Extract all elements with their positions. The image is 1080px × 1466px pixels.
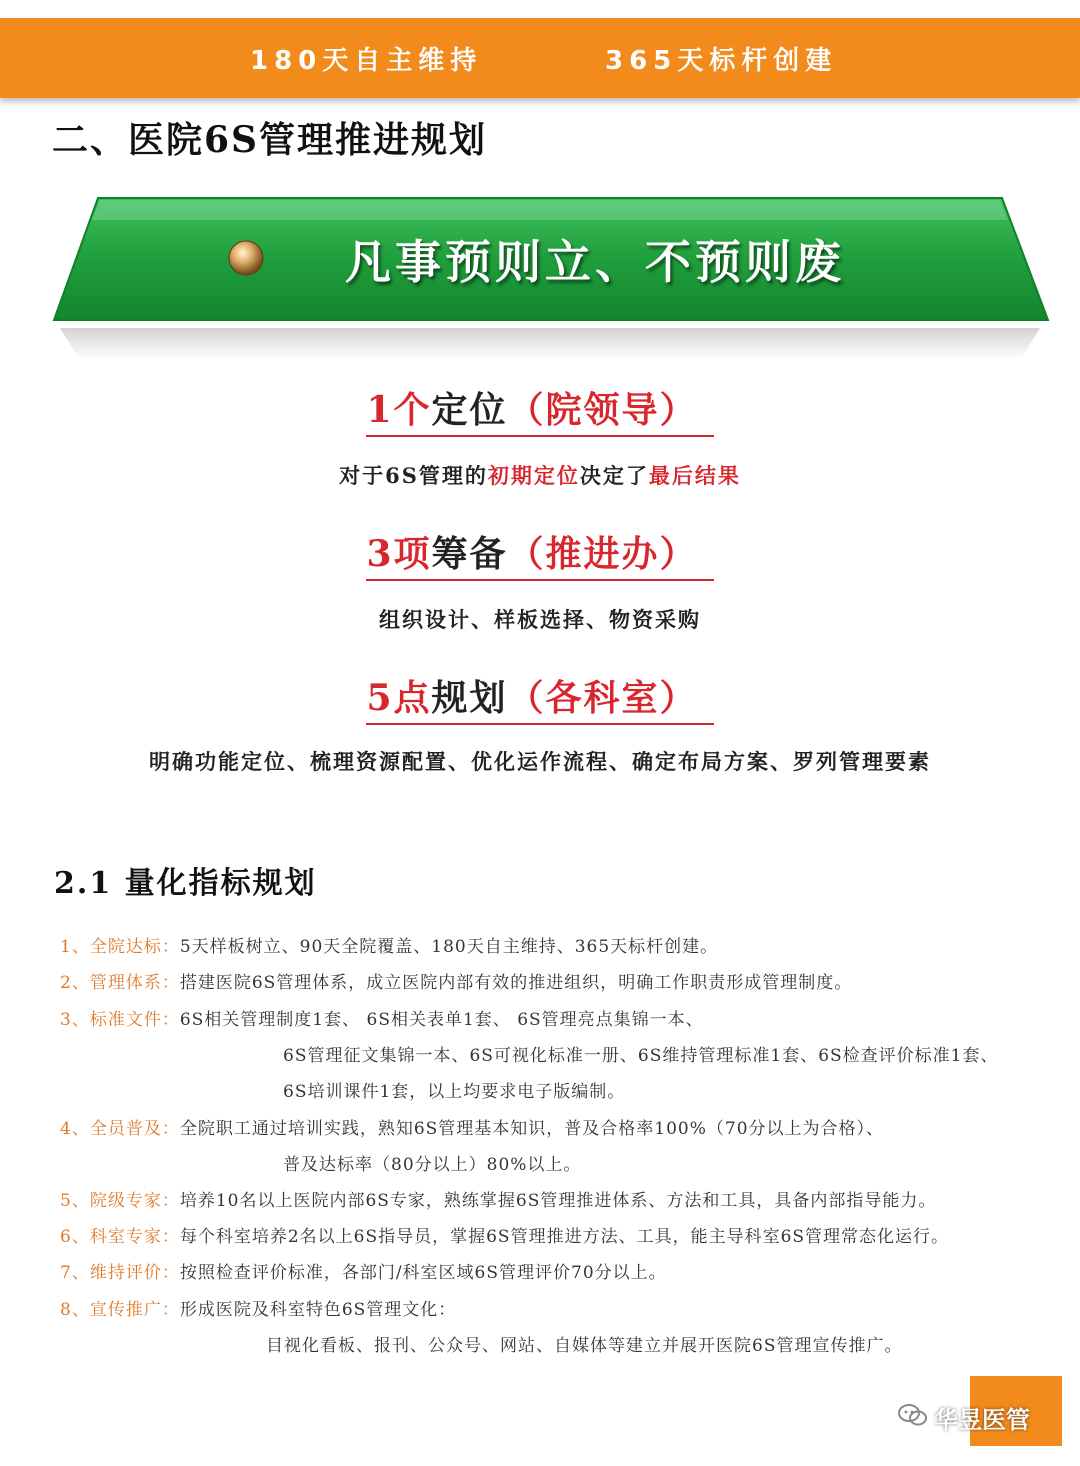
indicator-label: 8、宣传推广： — [60, 1300, 180, 1320]
motto-text: 凡事预则立、不预则废 — [345, 235, 845, 289]
heading-planning — [0, 670, 1080, 725]
indicator-item — [60, 1295, 456, 1320]
preparation-subtext: 组织设计、样板选择、物资采购 — [379, 607, 701, 632]
indicator-text: 按照检查评价标准，各部门/科室区域6S管理评价70分以上。 — [179, 1263, 667, 1283]
indicator-text: 5天样板树立、90天全院覆盖、180天自主维持、365天标杆创建。 — [179, 937, 719, 957]
heading-number: 1个 — [366, 389, 432, 431]
planning-subtext: 明确功能定位、梳理资源配置、优化运作流程、确定布局方案、罗列管理要素 — [149, 749, 931, 774]
heading-number: 5点 — [366, 677, 432, 719]
indicator-text: 搭建医院6S管理体系，成立医院内部有效的推进组织，明确工作职责形成管理制度。 — [179, 973, 853, 993]
indicator-text: 形成医院及科室特色6S管理文化： — [179, 1300, 457, 1320]
banner-left-text: 180天自主维持 — [250, 46, 483, 76]
watermark-text: 华昱医管 — [934, 1406, 1030, 1434]
heading-preparation — [0, 526, 1080, 581]
indicator-item — [60, 1005, 704, 1030]
bullet-orb-icon — [229, 241, 263, 275]
indicator-continuation: 普及达标率（80分以上）80%以上。 — [283, 1155, 582, 1175]
indicator-label: 5、院级专家： — [60, 1191, 180, 1211]
subsection-title: 2.1 量化指标规划 — [54, 866, 317, 901]
indicator-continuation: 6S管理征文集锦一本、6S可视化标准一册、6S维持管理标准1套、6S检查评价标准1套、 — [283, 1046, 999, 1066]
indicator-label: 7、维持评价： — [60, 1263, 180, 1283]
wechat-icon — [898, 1402, 928, 1428]
indicator-label: 1、全院达标： — [60, 937, 180, 957]
indicator-text: 6S相关管理制度1套、 6S相关表单1套、 6S管理亮点集锦一本、 — [179, 1010, 704, 1030]
sub-part-d: 最后结果 — [648, 463, 741, 488]
indicator-item — [60, 968, 852, 993]
indicator-continuation: 目视化看板、报刊、公众号、网站、自媒体等建立并展开医院6S管理宣传推广。 — [266, 1336, 903, 1356]
indicator-label: 3、标准文件： — [60, 1010, 180, 1030]
heading-word: 筹备 — [431, 533, 508, 575]
positioning-subtext — [0, 460, 1080, 490]
sub-part-b: 初期定位 — [487, 463, 580, 488]
heading-positioning — [0, 382, 1080, 437]
heading-word: 规划 — [431, 677, 508, 719]
indicator-label: 4、全员普及： — [60, 1119, 180, 1139]
indicator-label: 6、科室专家： — [60, 1227, 180, 1247]
sub-part-a: 对于6S管理的 — [339, 463, 488, 488]
heading-paren: （院领导） — [507, 389, 698, 431]
heading-paren: （各科室） — [507, 677, 698, 719]
heading-word: 定位 — [431, 389, 508, 431]
indicator-text: 培养10名以上医院内部6S专家，熟练掌握6S管理推进体系、方法和工具，具备内部指导能力。 — [179, 1191, 937, 1211]
heading-number: 3项 — [366, 533, 432, 575]
banner-right-text: 365天标杆创建 — [605, 46, 838, 76]
indicator-item — [60, 1186, 936, 1211]
indicator-item — [60, 1114, 884, 1139]
indicator-label: 2、管理体系： — [60, 973, 180, 993]
section-title: 二、医院6S管理推进规划 — [52, 119, 488, 161]
indicator-text: 全院职工通过培训实践，熟知6S管理基本知识，普及合格率100%（70分以上为合格）、 — [179, 1119, 885, 1139]
sub-part-c: 决定了 — [579, 463, 649, 488]
heading-paren: （推进办） — [507, 533, 698, 575]
indicator-item — [60, 1222, 949, 1247]
top-banner — [0, 18, 1080, 98]
indicator-item — [60, 932, 718, 957]
indicator-item — [60, 1258, 667, 1283]
indicator-text: 每个科室培养2名以上6S指导员，掌握6S管理推进方法、工具，能主导科室6S管理常态化运行。 — [179, 1227, 950, 1247]
indicator-continuation: 6S培训课件1套，以上均要求电子版编制。 — [283, 1082, 626, 1102]
